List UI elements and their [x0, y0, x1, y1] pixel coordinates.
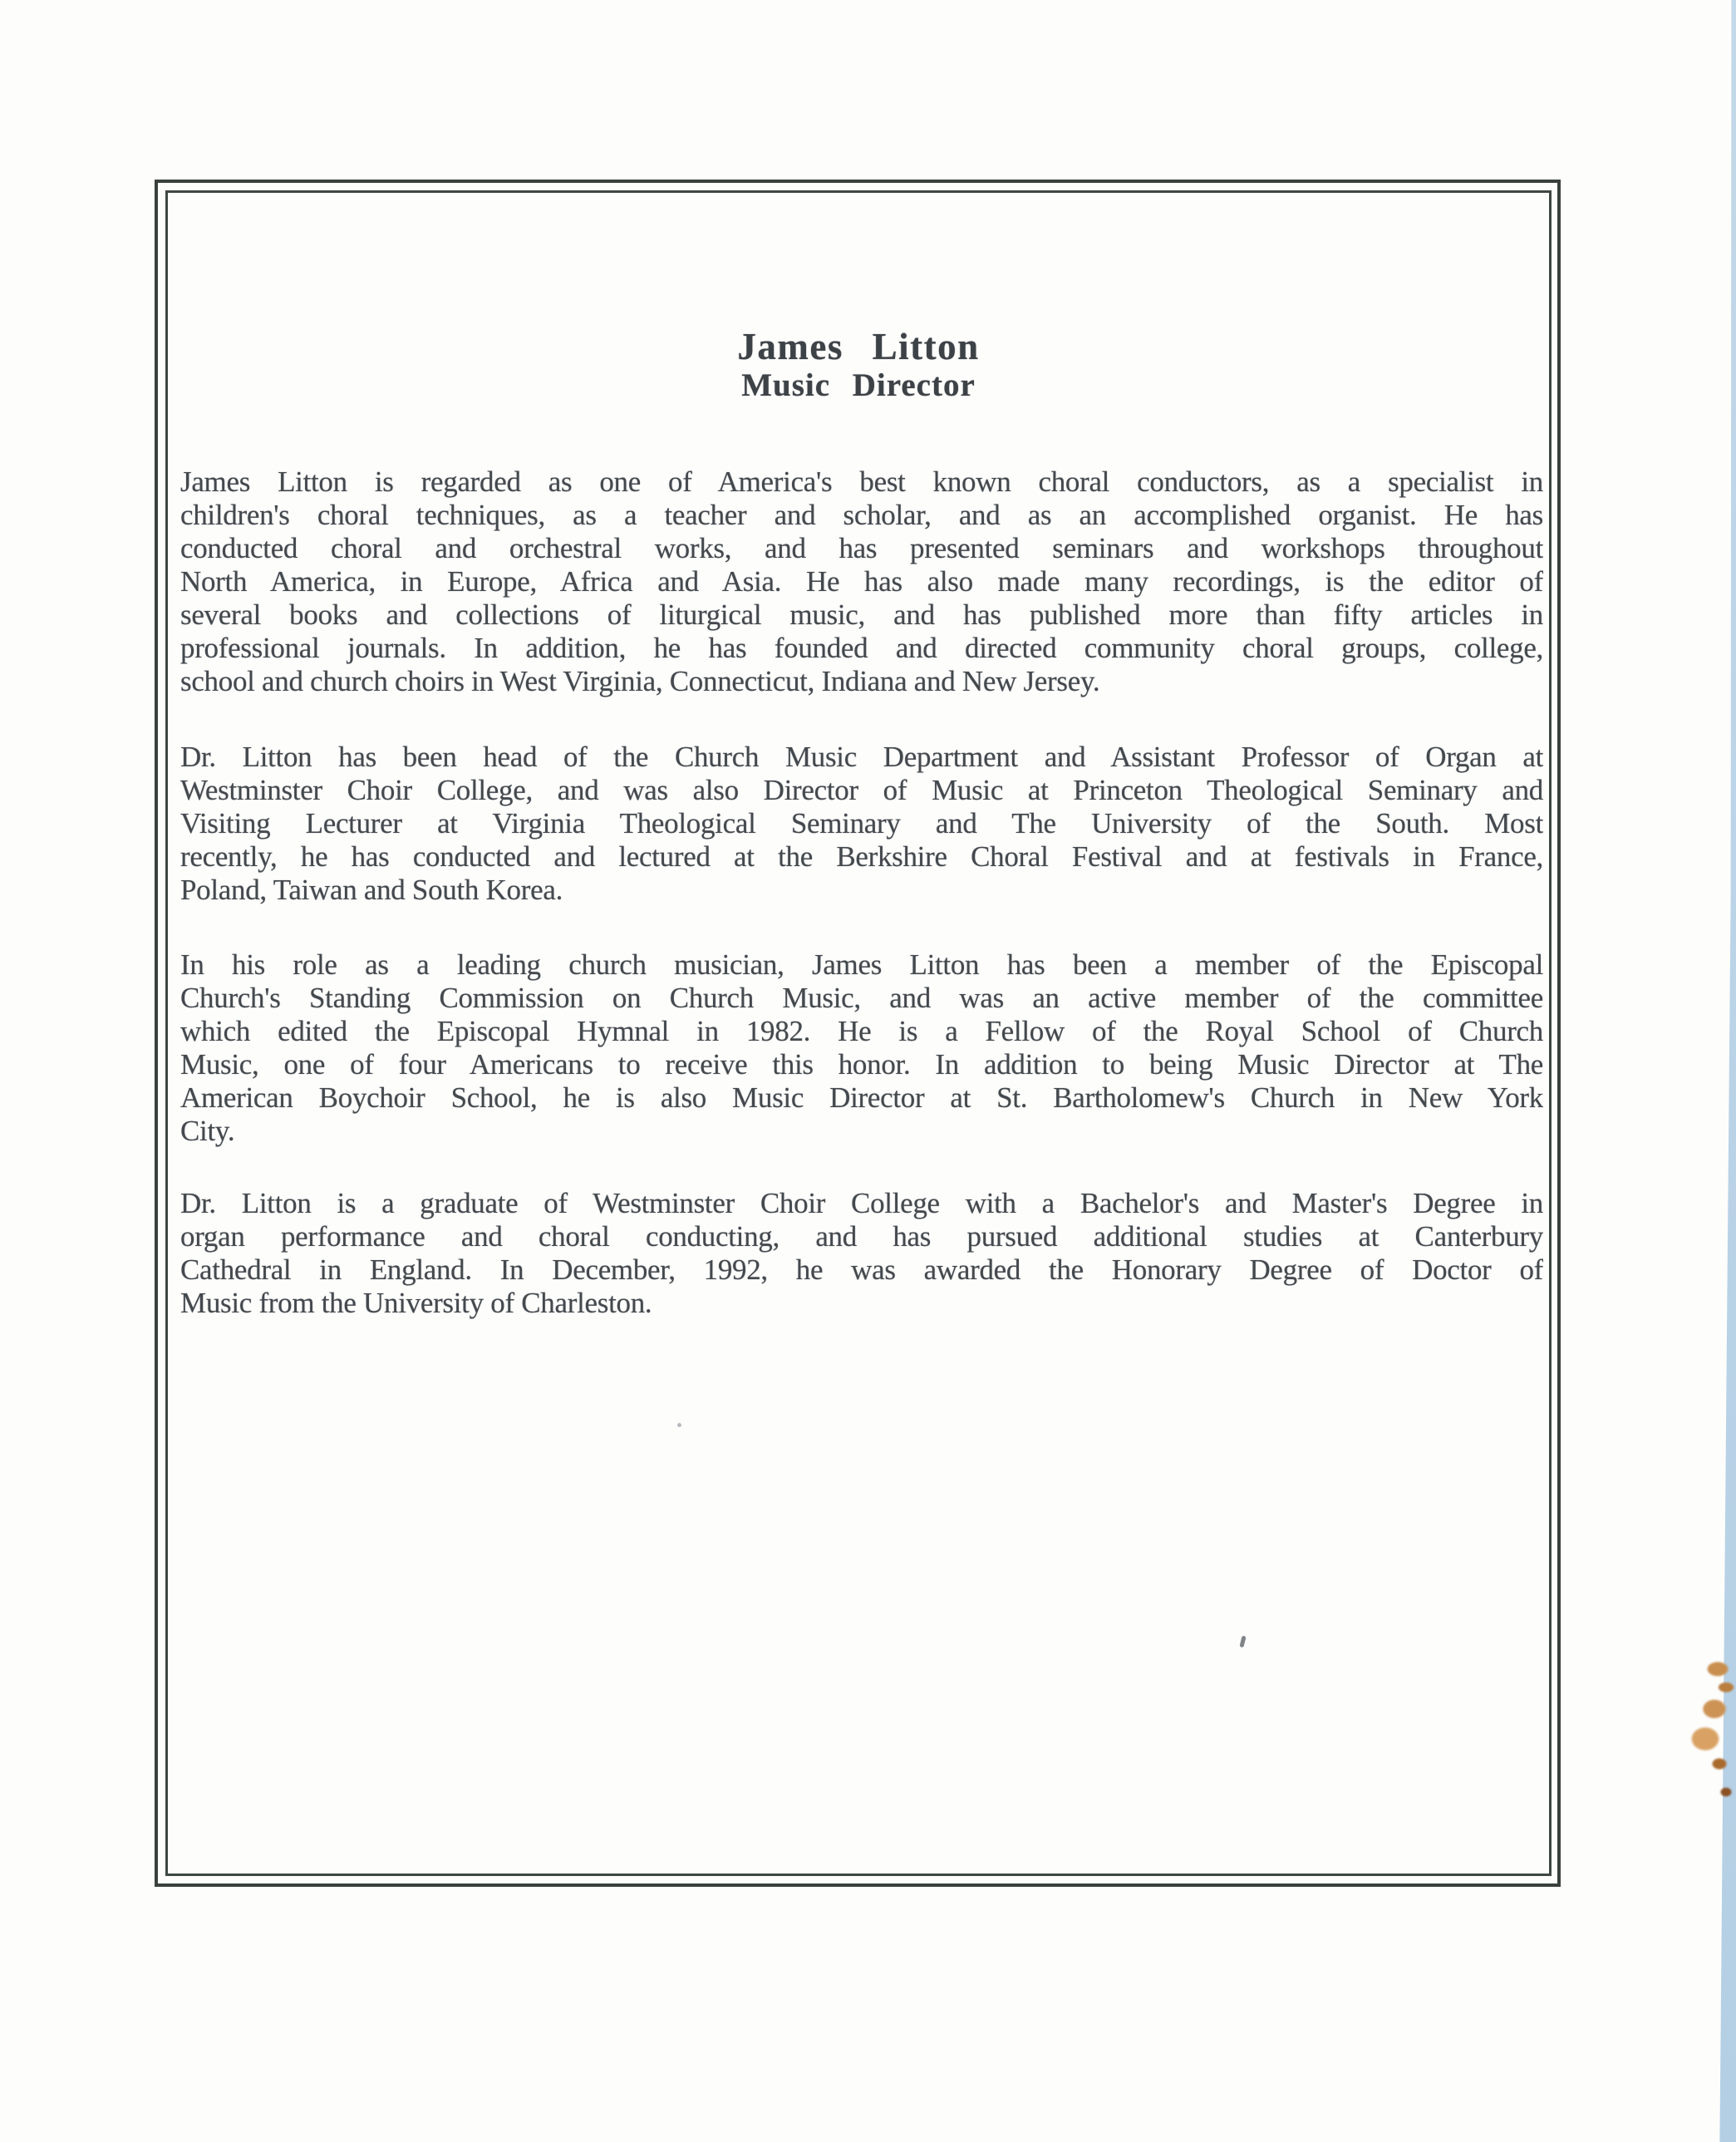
text-line: Dr. Litton has been head of the Church Music Department and Assistant Professor of Organ at [180, 741, 1543, 773]
paragraph-biography-3 [180, 948, 1543, 1148]
paragraph-biography-2 [180, 741, 1543, 907]
text-line: Poland, Taiwan and South Korea. [180, 874, 563, 906]
text-line: Music, one of four Americans to receive this honor. In addition to being Music Director at The [180, 1048, 1543, 1081]
text-line: American Boychoir School, he is also Music Director at St. Bartholomew's Church in New York [180, 1081, 1543, 1114]
text-line: Music from the University of Charleston. [180, 1287, 652, 1319]
text-line: Church's Standing Commission on Church Music, and was an active member of the committee [180, 982, 1543, 1014]
scan-speck-dot [677, 1423, 681, 1427]
scan-edge-strip [1719, 0, 1736, 2142]
text-line: professional journals. In addition, he has founded and directed community choral groups, college, [180, 632, 1543, 664]
page-subtitle: Music Director [741, 367, 976, 403]
title-block [156, 327, 1561, 405]
text-line: Westminster Choir College, and was also Director of Music at Princeton Theological Seminary and [180, 774, 1543, 806]
paragraph-biography-1 [180, 465, 1543, 698]
page-title: James Litton [737, 326, 980, 367]
text-line: Dr. Litton is a graduate of Westminster Choir College with a Bachelor's and Master's Degree in [180, 1187, 1543, 1219]
text-line: In his role as a leading church musician, James Litton has been a member of the Episcopal [180, 948, 1543, 981]
text-line: Visiting Lecturer at Virginia Theological Seminary and The University of the South. Most [180, 807, 1543, 840]
text-line: conducted choral and orchestral works, and has presented seminars and workshops throughout [180, 532, 1543, 564]
text-line: organ performance and choral conducting, and has pursued additional studies at Canterbury [180, 1220, 1543, 1253]
text-line: several books and collections of liturgical music, and has published more than fifty articles in [180, 598, 1543, 631]
text-line: school and church choirs in West Virginia, Connecticut, Indiana and New Jersey. [180, 665, 1100, 697]
scan-stain [1689, 1654, 1736, 1816]
paragraph-biography-4 [180, 1187, 1543, 1320]
text-line: recently, he has conducted and lectured at the Berkshire Choral Festival and at festivals in France, [180, 840, 1543, 873]
text-line: Cathedral in England. In December, 1992, he was awarded the Honorary Degree of Doctor of [180, 1253, 1543, 1286]
text-line: James Litton is regarded as one of America's best known choral conductors, as a specialist in [180, 465, 1543, 498]
text-line: City. [180, 1115, 235, 1147]
text-line: which edited the Episcopal Hymnal in 1982. He is a Fellow of the Royal School of Church [180, 1015, 1543, 1047]
text-line: North America, in Europe, Africa and Asia. He has also made many recordings, is the editor of [180, 565, 1543, 598]
text-line: children's choral techniques, as a teacher and scholar, and as an accomplished organist. He has [180, 499, 1543, 531]
